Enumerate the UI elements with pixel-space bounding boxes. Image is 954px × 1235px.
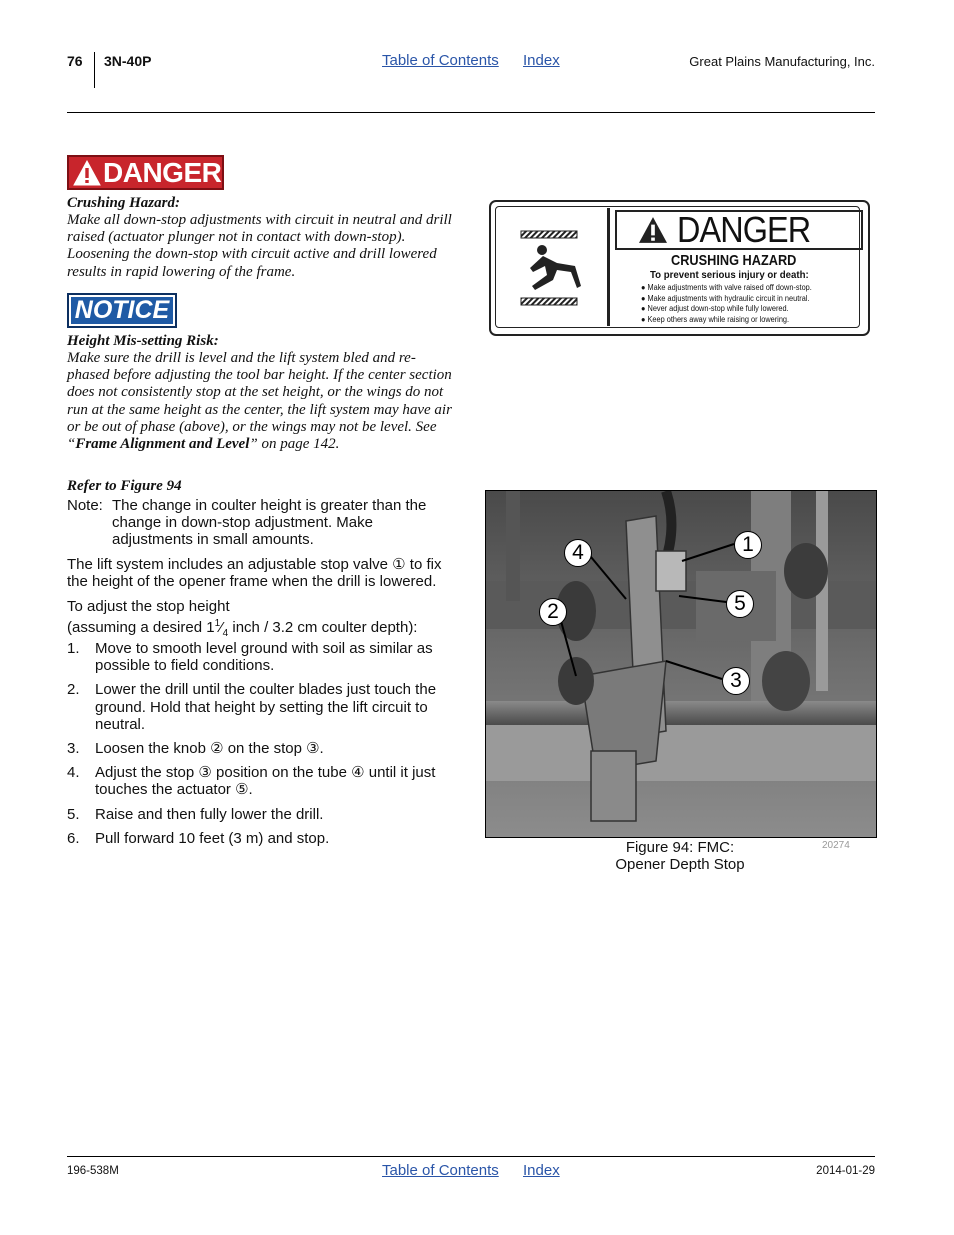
step-number: 4. [67, 764, 80, 782]
list-item [67, 764, 459, 798]
step-number: 6. [67, 829, 80, 847]
callout-2: 2 [539, 598, 567, 626]
paragraph-adjust-stop [67, 598, 459, 642]
step-text: Loosen the knob ② on the stop ③. [95, 740, 324, 758]
crushing-hazard-pictogram-icon [497, 208, 607, 326]
opener-depth-stop-photo [486, 491, 876, 837]
page-number: 76 [67, 53, 83, 69]
decal-pictogram-panel [497, 208, 610, 326]
callout-5: 5 [726, 590, 754, 618]
callout-4: 4 [564, 539, 592, 567]
danger-banner [67, 155, 224, 190]
adjust-line-2 [67, 615, 459, 642]
header-divider [94, 52, 95, 88]
step-text: Raise and then fully lower the drill. [95, 805, 324, 823]
footer-index-link[interactable]: Index [523, 1162, 560, 1179]
fraction-slash: ⁄ [220, 619, 223, 637]
decal-danger-label: DANGER [677, 209, 811, 250]
decal-bullet: ● Keep others away while raising or lowering. [641, 314, 790, 324]
image-id: 20274 [822, 840, 850, 851]
step-number: 3. [67, 740, 80, 758]
list-item [67, 681, 459, 733]
decal-bullet-text: Never adjust down-stop while fully lowered. [647, 304, 789, 313]
danger-text: Make all down-stop adjustments with circuit in neutral and drill raised (actuator plunger not in contact with down-stop). Loosening the down-stop with circuit active and drill lowered results in rapid lowering of the frame. [67, 212, 452, 280]
notice-text-before: Make sure the drill is level and the lift system bled and re-phased before adjusting the tool bar height. If the center section does not consistently stop at the set height, or the wings do not run at the same height as the center, the lift system may have air or be out of phase (above), or the wings may not be level. See “ [67, 350, 452, 453]
list-item [67, 740, 459, 757]
decal-warning-icon [637, 216, 669, 244]
figure-caption-line2: Opener Depth Stop [615, 856, 745, 874]
step-number: 1. [67, 640, 80, 657]
decal-bullets [641, 283, 812, 325]
model-name: 3N-40P [104, 53, 152, 69]
list-item [67, 640, 459, 674]
step-text: Adjust the stop ③ position on the tube ④ until it just touches the actuator ⑤. [95, 764, 436, 799]
part-number: 196-538M [67, 1165, 119, 1177]
figure-caption [485, 839, 875, 873]
frame-alignment-link[interactable]: Frame Alignment and Level [75, 436, 250, 453]
step-text: Pull forward 10 feet (3 m) and stop. [95, 829, 330, 847]
figure-caption-line1: Figure 94: FMC: [625, 839, 735, 856]
footer-rule [67, 1156, 875, 1157]
decal-bullet: ● Never adjust down-stop while fully lowered. [641, 304, 789, 313]
list-item [67, 806, 459, 823]
note-label: Note: [67, 497, 103, 514]
step-number: 5. [67, 805, 80, 823]
safety-decal [489, 200, 870, 336]
header-rule [67, 112, 875, 113]
fraction-numerator: 1 [214, 618, 221, 630]
list-item [67, 830, 459, 847]
step-text: Lower the drill until the coulter blades just touch the ground. Hold that height by setting the lift circuit to neutral. [95, 681, 437, 733]
decal-bullet-text: Keep others away while raising or lowering. [647, 314, 790, 324]
company-name: Great Plains Manufacturing, Inc. [689, 54, 875, 69]
toc-link[interactable]: Table of Contents [382, 52, 499, 69]
refer-to-figure: Refer to Figure 94 [67, 478, 182, 494]
step-text: Move to smooth level ground with soil as similar as possible to field conditions. [95, 640, 433, 675]
step-number: 2. [67, 681, 80, 699]
decal-bullet: ● Make adjustments with hydraulic circuit in neutral. [641, 293, 810, 303]
adjust-line-1: To adjust the stop height [67, 598, 230, 615]
decal-bullet-text: Make adjustments with hydraulic circuit in neutral. [647, 293, 810, 303]
footer-toc-link[interactable]: Table of Contents [382, 1162, 499, 1179]
decal-subtitle: CRUSHING HAZARD [671, 252, 797, 269]
fraction-denominator: 4 [222, 628, 229, 640]
note-text: The change in coulter height is greater than the change in down-stop adjustment. Make adjustments in small amounts. [112, 497, 427, 549]
adjust-line-2-after: inch / 3.2 cm coulter depth): [228, 619, 418, 637]
notice-title: Height Mis-setting Risk: [67, 333, 219, 349]
notice-text [67, 350, 453, 453]
adjust-line-2-before: (assuming a desired 1 [67, 619, 215, 637]
callout-1: 1 [734, 531, 762, 559]
callout-3: 3 [722, 667, 750, 695]
danger-title: Crushing Hazard: [67, 195, 180, 211]
danger-banner-label: DANGER [103, 156, 222, 188]
notice-banner: NOTICE [67, 293, 177, 328]
warning-triangle-icon [73, 160, 101, 186]
paragraph-stop-valve: The lift system includes an adjustable stop valve ① to fix the height of the opener frame when the drill is lowered. [67, 556, 442, 591]
figure-photo [485, 490, 877, 838]
decal-bullet-text: Make adjustments with valve raised off down-stop. [647, 283, 812, 292]
decal-danger-header [615, 210, 863, 250]
decal-bullet: ● Make adjustments with valve raised off down-stop. [641, 283, 812, 292]
steps-list [67, 640, 459, 854]
index-link[interactable]: Index [523, 52, 560, 69]
footer-date: 2014-01-29 [816, 1165, 875, 1177]
notice-text-after: ” on page 142. [249, 436, 340, 453]
decal-intro: To prevent serious injury or death: [650, 269, 809, 281]
